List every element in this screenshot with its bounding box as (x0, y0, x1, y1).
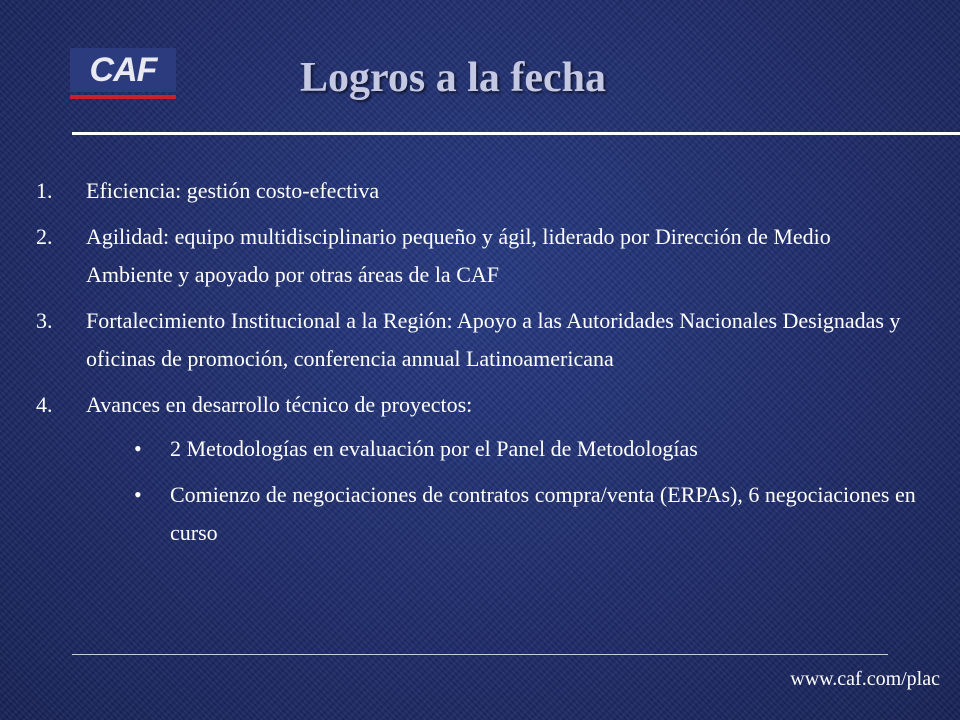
item-number: 3. (36, 308, 53, 333)
sub-list-item (124, 430, 916, 468)
sub-item-text: 2 Metodologías en evaluación por el Panel de Metodologías (170, 436, 698, 461)
bullet-icon: • (134, 436, 142, 461)
bullet-icon: • (134, 482, 142, 507)
footer-url: www.caf.com/plac (790, 668, 940, 690)
item-text: Avances en desarrollo técnico de proyectos: (86, 392, 473, 417)
item-number: 4. (36, 392, 53, 417)
title-divider (72, 132, 960, 135)
item-text: Agilidad: equipo multidisciplinario pequeño y ágil, liderado por Dirección de Medio Ambiente y apoyado por otras áreas de la CAF (86, 224, 831, 287)
list-item (36, 302, 916, 378)
footer-divider (72, 654, 888, 655)
list-item (36, 172, 916, 210)
logo-red-bar (70, 95, 176, 99)
item-number: 1. (36, 178, 53, 203)
sub-list (124, 430, 916, 552)
sub-item-text: Comienzo de negociaciones de contratos compra/venta (ERPAs), 6 negociaciones en curso (170, 482, 916, 545)
logo-box (70, 48, 176, 92)
item-text: Eficiencia: gestión costo-efectiva (86, 178, 380, 203)
list-item (36, 218, 916, 294)
list-item (36, 386, 916, 424)
item-text: Fortalecimiento Institucional a la Región: Apoyo a las Autoridades Nacionales Designadas y oficinas de promoción, conferencia annual Latinoamericana (86, 308, 901, 371)
item-number: 2. (36, 224, 53, 249)
sub-list-item (124, 476, 916, 552)
achievements-list (36, 172, 916, 560)
caf-logo (70, 48, 176, 100)
logo-text: CAF (89, 50, 157, 89)
slide-title: Logros a la fecha (300, 55, 607, 101)
